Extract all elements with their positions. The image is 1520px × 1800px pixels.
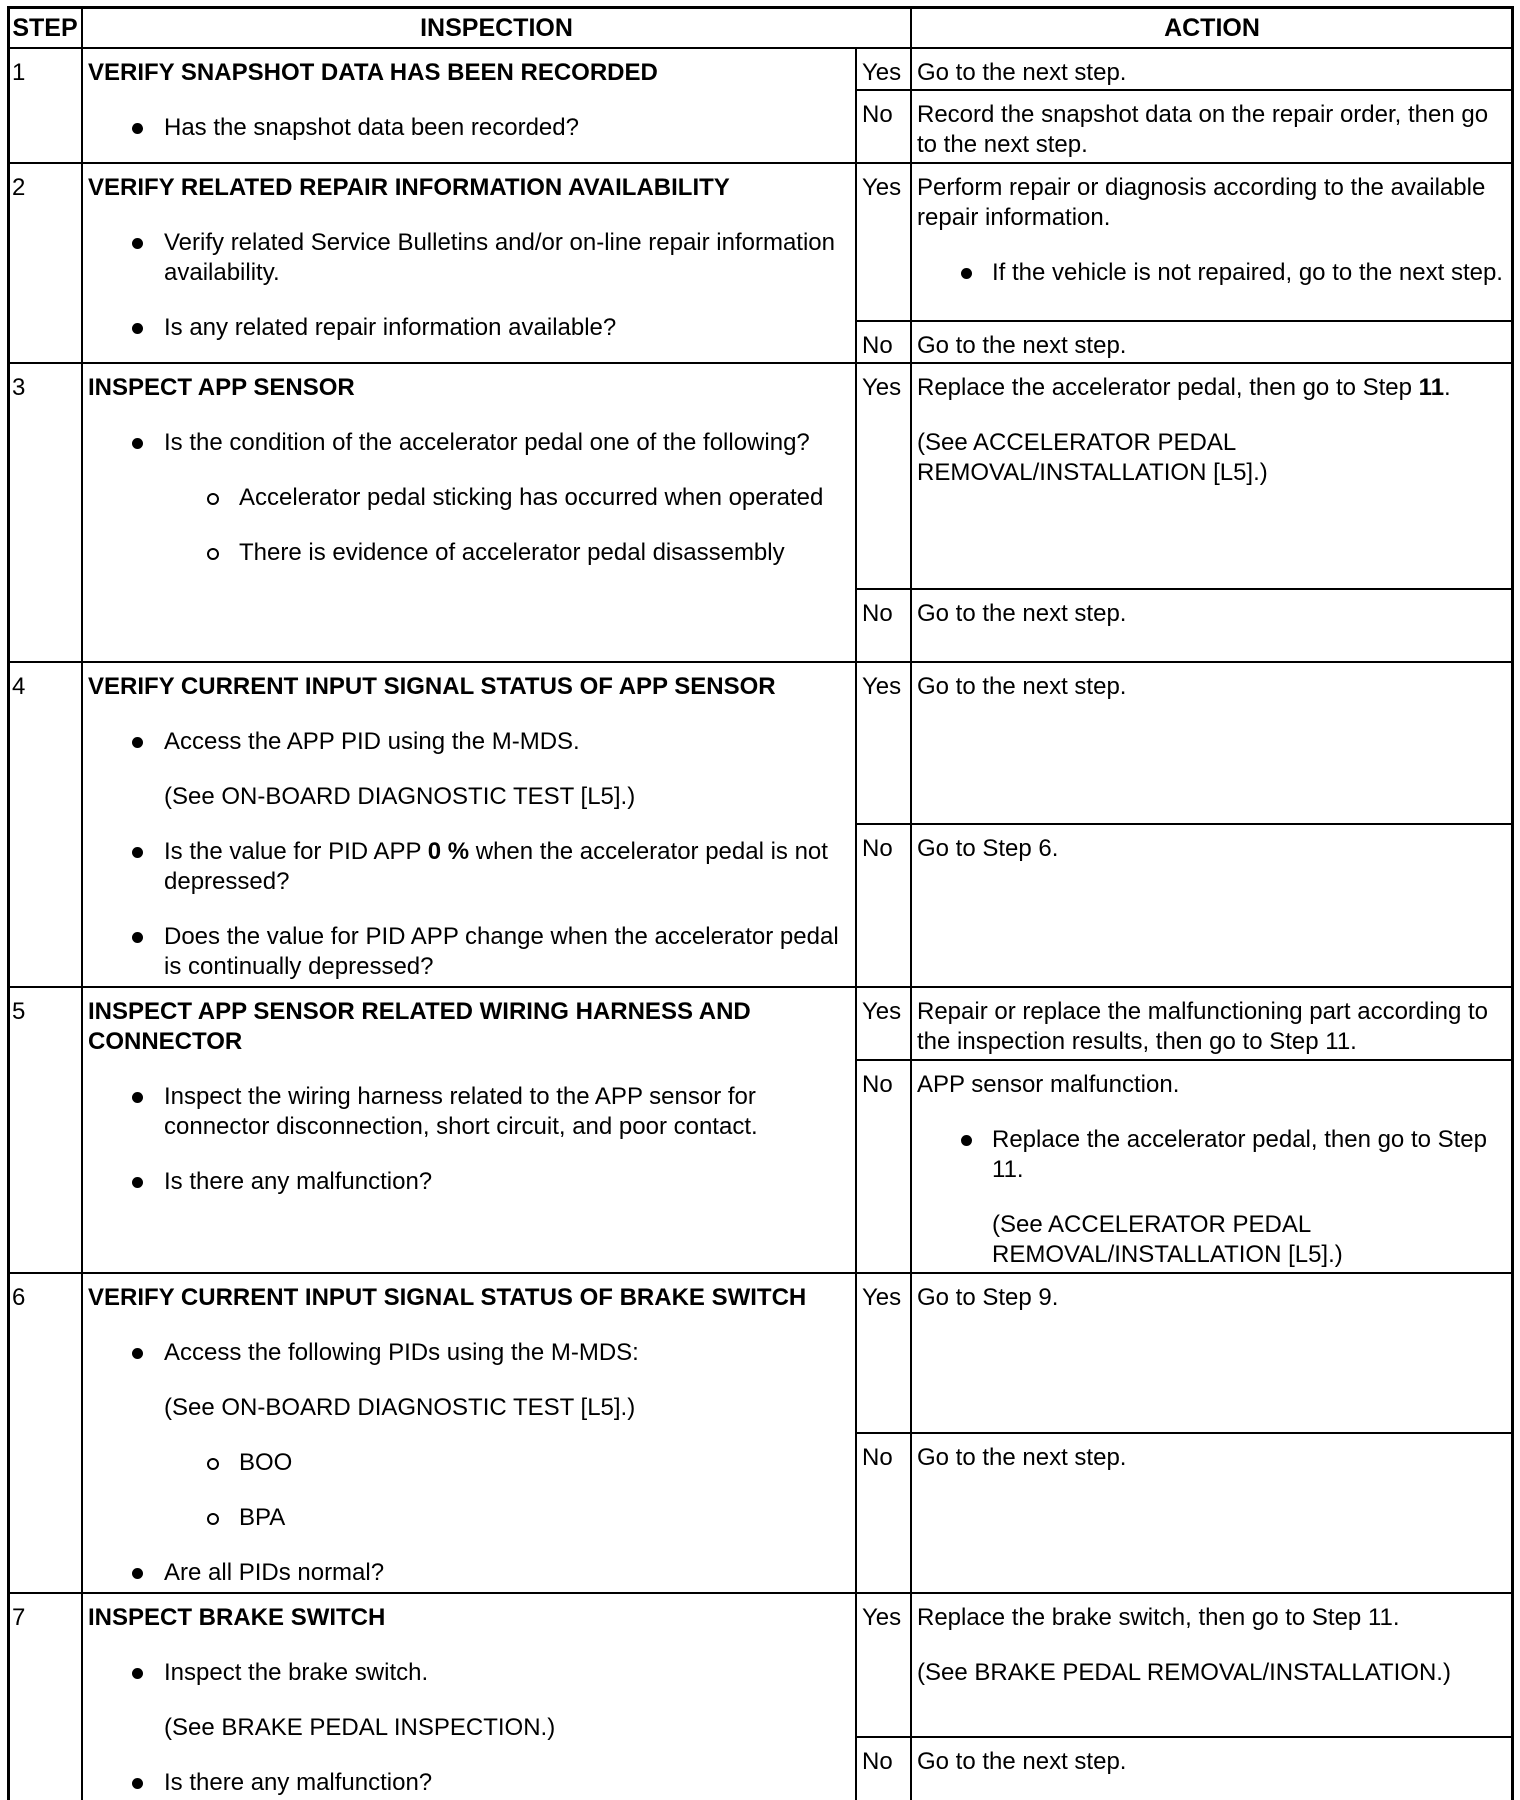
- step-2-bullet-1: Verify related Service Bulletins and/or on-line repair information availability.: [88, 228, 856, 288]
- step-4-note-1: (See ON-BOARD DIAGNOSTIC TEST [L5].): [164, 783, 636, 810]
- step-7-yes-text: Replace the brake switch, then go to Step 11.: [917, 1604, 1400, 1631]
- row-divider: [7, 362, 1514, 364]
- step-7-no-label: No: [862, 1748, 893, 1775]
- step-7-yes-label: Yes: [862, 1604, 902, 1631]
- step-5-bullet-2: Is there any malfunction?: [88, 1167, 856, 1197]
- step-1-bullet-1: Has the snapshot data been recorded?: [88, 113, 856, 143]
- step-4-bullet-1: Access the APP PID using the M-MDS.: [88, 727, 856, 757]
- step-3-no-label: No: [862, 600, 893, 627]
- step-4-no-label: No: [862, 835, 893, 862]
- step-4-yes-label: Yes: [862, 673, 902, 700]
- step-5-no-bullet: Replace the accelerator pedal, then go to Step 11.: [917, 1125, 1503, 1185]
- row-divider: [7, 162, 1514, 164]
- column-divider-yesno: [855, 48, 857, 1800]
- step-4-bullet-2: Is the value for PID APP 0 % when the accelerator pedal is not depressed?: [88, 837, 856, 897]
- yes-no-divider: [855, 1432, 1514, 1434]
- step-number-1: 1: [12, 59, 26, 86]
- step-5-no-label: No: [862, 1071, 893, 1098]
- step-number-6: 6: [12, 1284, 26, 1311]
- step-3-sub-bullet-2: There is evidence of accelerator pedal disassembly: [88, 538, 856, 568]
- step-7-bullet-1: Inspect the brake switch.: [88, 1658, 856, 1688]
- header-divider: [7, 47, 1514, 49]
- step-3-no-action: Go to the next step.: [917, 600, 1127, 627]
- step-4-no-action: Go to Step 6.: [917, 835, 1059, 862]
- step-5-bullet-1: Inspect the wiring harness related to the APP sensor for connector disconnection, short circuit, and poor contact.: [88, 1082, 856, 1142]
- step-6-yes-label: Yes: [862, 1284, 902, 1311]
- step-5-no-text: APP sensor malfunction.: [917, 1071, 1180, 1098]
- column-divider-action: [910, 6, 912, 1800]
- yes-no-divider: [855, 89, 1514, 91]
- yes-no-divider: [855, 320, 1514, 322]
- yes-no-divider: [855, 1059, 1514, 1061]
- table-border-left: [7, 6, 10, 1800]
- step-5-yes-action: Repair or replace the malfunctioning part according to the inspection results, then go to Step 11.: [917, 998, 1488, 1055]
- step-7-bullet-2: Is there any malfunction?: [88, 1768, 856, 1798]
- step-1-yes-label: Yes: [862, 59, 902, 86]
- header-inspection: INSPECTION: [420, 13, 573, 42]
- step-3-title: INSPECT APP SENSOR: [88, 374, 355, 401]
- step-number-7: 7: [12, 1604, 26, 1631]
- step-6-title: VERIFY CURRENT INPUT SIGNAL STATUS OF BRAKE SWITCH: [88, 1284, 807, 1311]
- header-action: ACTION: [1164, 13, 1260, 42]
- step-6-no-label: No: [862, 1444, 893, 1471]
- step-1-no-label: No: [862, 101, 893, 128]
- step-6-note-1: (See ON-BOARD DIAGNOSTIC TEST [L5].): [164, 1394, 636, 1421]
- step-6-bullet-1: Access the following PIDs using the M-MDS:: [88, 1338, 856, 1368]
- step-2-yes-bullet: If the vehicle is not repaired, go to the next step.: [917, 258, 1503, 288]
- step-number-3: 3: [12, 374, 26, 401]
- step-4-title: VERIFY CURRENT INPUT SIGNAL STATUS OF APP SENSOR: [88, 673, 776, 700]
- step-number-2: 2: [12, 174, 26, 201]
- step-2-title: VERIFY RELATED REPAIR INFORMATION AVAILABILITY: [88, 174, 730, 201]
- step-6-bullet-2: Are all PIDs normal?: [88, 1558, 856, 1588]
- column-divider-step: [81, 6, 83, 1800]
- step-7-note-1: (See BRAKE PEDAL INSPECTION.): [164, 1714, 556, 1741]
- step-6-no-action: Go to the next step.: [917, 1444, 1127, 1471]
- step-2-bullet-2: Is any related repair information available?: [88, 313, 856, 343]
- yes-no-divider: [855, 588, 1514, 590]
- step-3-yes-label: Yes: [862, 374, 902, 401]
- step-7-no-action: Go to the next step.: [917, 1748, 1127, 1775]
- step-5-no-note: (See ACCELERATOR PEDAL REMOVAL/INSTALLATION [L5].): [992, 1211, 1343, 1268]
- row-divider: [7, 1272, 1514, 1274]
- step-6-yes-action: Go to Step 9.: [917, 1284, 1059, 1311]
- step-3-sub-bullet-1: Accelerator pedal sticking has occurred when operated: [88, 483, 856, 513]
- table-border-top: [7, 6, 1514, 9]
- step-1-no-action: Record the snapshot data on the repair order, then go to the next step.: [917, 101, 1489, 158]
- step-2-no-label: No: [862, 332, 893, 359]
- step-1-title: VERIFY SNAPSHOT DATA HAS BEEN RECORDED: [88, 59, 658, 86]
- step-2-yes-label: Yes: [862, 174, 902, 201]
- step-7-title: INSPECT BRAKE SWITCH: [88, 1604, 386, 1631]
- row-divider: [7, 661, 1514, 663]
- step-3-yes-text: Replace the accelerator pedal, then go to Step 11.: [917, 374, 1451, 401]
- step-4-bullet-3: Does the value for PID APP change when the accelerator pedal is continually depressed?: [88, 922, 856, 982]
- step-7-yes-note: (See BRAKE PEDAL REMOVAL/INSTALLATION.): [917, 1659, 1451, 1686]
- row-divider: [7, 1592, 1514, 1594]
- step-2-no-action: Go to the next step.: [917, 332, 1127, 359]
- step-2-yes-text: Perform repair or diagnosis according to the available repair information.: [917, 174, 1486, 231]
- step-5-title: INSPECT APP SENSOR RELATED WIRING HARNESS AND CONNECTOR: [88, 998, 751, 1055]
- yes-no-divider: [855, 823, 1514, 825]
- step-6-sub-bullet-1: BOO: [88, 1448, 856, 1478]
- step-5-yes-label: Yes: [862, 998, 902, 1025]
- step-3-bullet-1: Is the condition of the accelerator pedal one of the following?: [88, 428, 856, 458]
- table-border-right: [1511, 6, 1514, 1800]
- step-number-4: 4: [12, 673, 26, 700]
- pid-value-emphasis: 0 %: [427, 838, 470, 865]
- step-1-yes-action: Go to the next step.: [917, 59, 1127, 86]
- header-step: STEP: [12, 13, 78, 42]
- row-divider: [7, 986, 1514, 988]
- step-3-yes-note: (See ACCELERATOR PEDAL REMOVAL/INSTALLATION [L5].): [917, 429, 1268, 486]
- step-4-yes-action: Go to the next step.: [917, 673, 1127, 700]
- yes-no-divider: [855, 1736, 1514, 1738]
- step-number-emphasis: 11: [1418, 374, 1445, 401]
- step-number-5: 5: [12, 998, 26, 1025]
- step-6-sub-bullet-2: BPA: [88, 1503, 856, 1533]
